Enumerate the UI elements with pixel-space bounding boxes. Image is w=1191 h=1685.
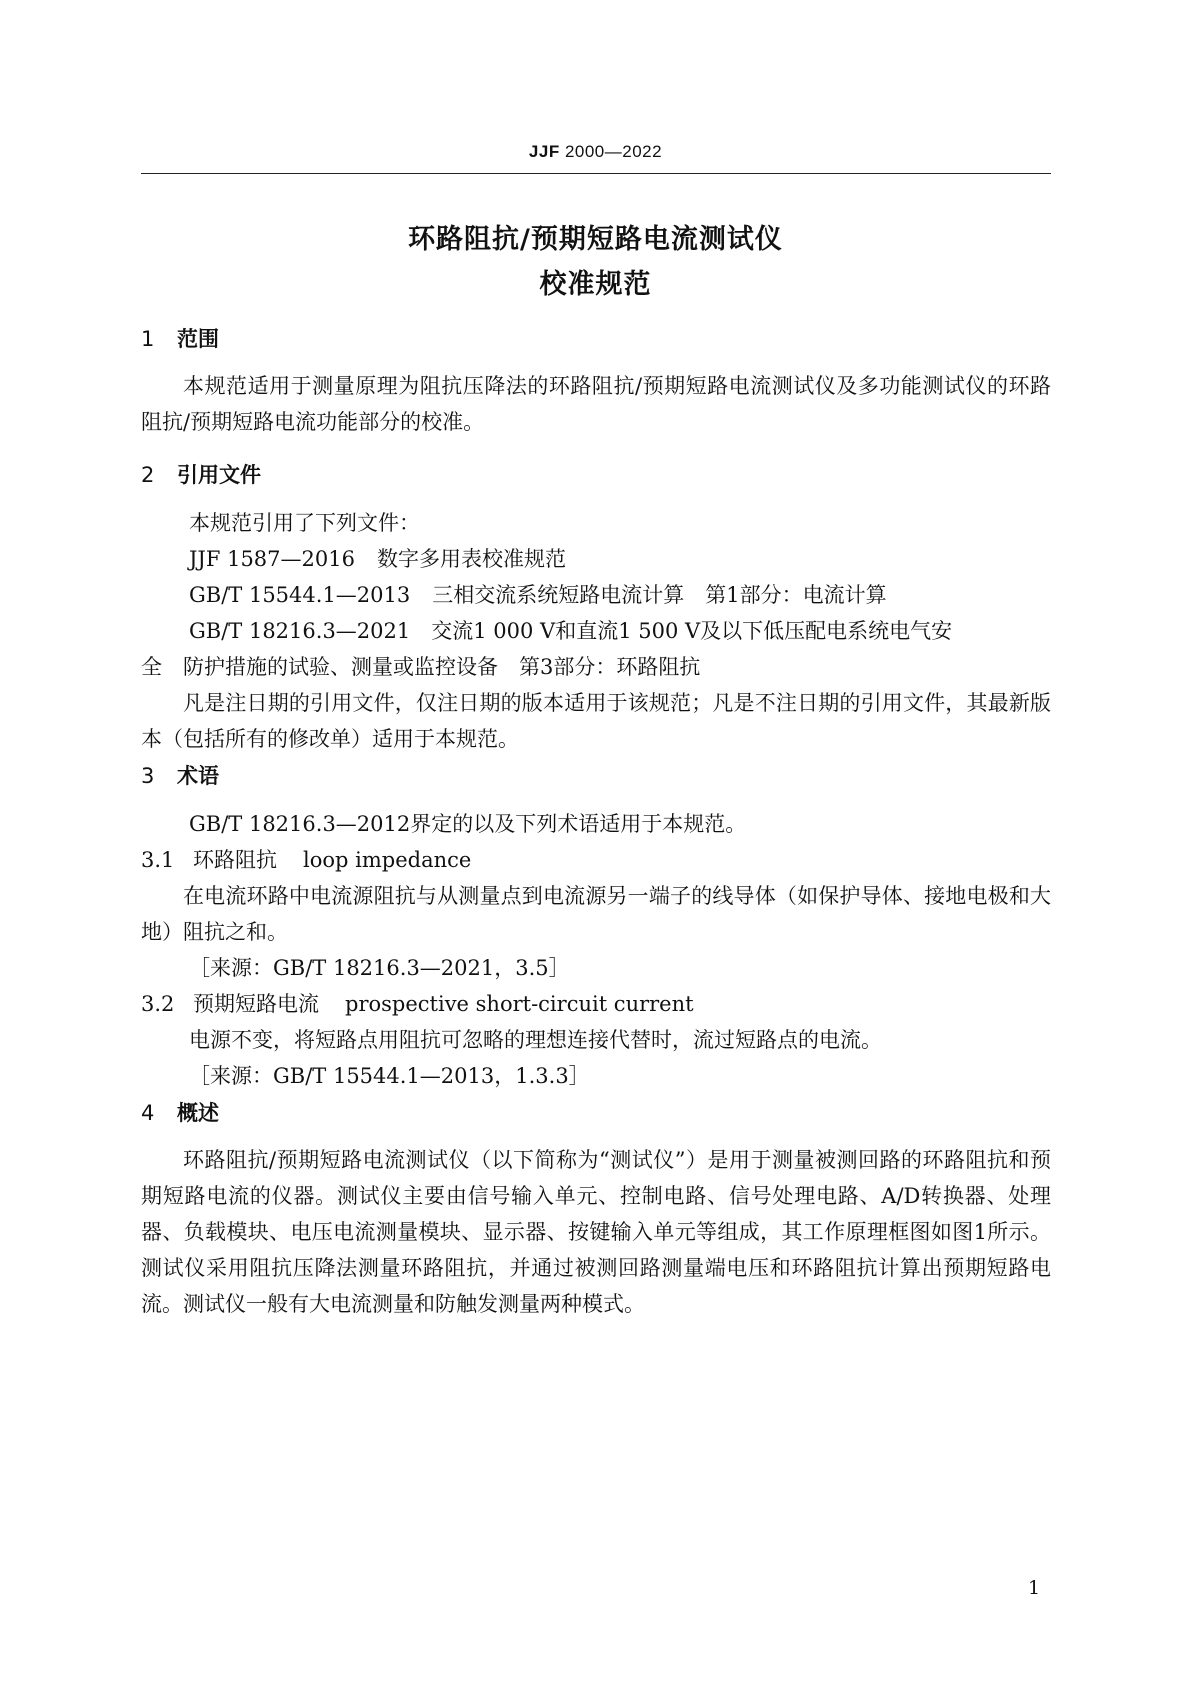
section-title: 术语 [177, 764, 219, 788]
term-english: prospective short-circuit current [345, 992, 694, 1016]
term-3-1-heading [141, 842, 1051, 878]
section-4-heading [141, 1097, 1051, 1127]
reference-name: 三相交流系统短路电流计算 第1部分：电流计算 [432, 583, 887, 607]
section-number: 2 [141, 463, 155, 487]
term-3-2-definition: 电源不变，将短路点用阻抗可忽略的理想连接代替时，流过短路点的电流。 [189, 1028, 882, 1052]
reference-item-line1: GB/T 18216.3—2021 交流1 000 V和直流1 500 V及以下低压配电系统电气安 [189, 619, 953, 643]
section-title: 范围 [177, 327, 219, 351]
references-note: 凡是注日期的引用文件，仅注日期的版本适用于该规范；凡是不注日期的引用文件，其最新版本（包括所有的修改单）适用于本规范。 [141, 691, 1051, 751]
standard-code-prefix: JJF [528, 142, 560, 161]
section-1-heading [141, 323, 1051, 353]
document-title-line2: 校准规范 [539, 269, 652, 300]
section-1-body: 本规范适用于测量原理为阻抗压降法的环路阻抗/预期短路电流测试仪及多功能测试仪的环路阻抗/预期短路电流功能部分的校准。 [141, 374, 1051, 434]
reference-code: GB/T 15544.1—2013 [189, 583, 411, 607]
section-title: 引用文件 [177, 463, 261, 487]
terms-intro: GB/T 18216.3—2012界定的以及下列术语适用于本规范。 [189, 812, 747, 836]
reference-item [141, 541, 1051, 577]
section-2-body [141, 505, 1051, 757]
standard-code-header [0, 142, 1191, 162]
term-english: loop impedance [303, 848, 472, 872]
term-chinese: 环路阻抗 [193, 848, 277, 872]
document-title-line1: 环路阻抗/预期短路电流测试仪 [408, 224, 783, 255]
reference-code: JJF 1587—2016 [189, 547, 355, 571]
term-number: 3.2 [141, 992, 175, 1016]
term-3-1-source: ［来源：GB/T 18216.3—2021，3.5］ [189, 956, 570, 980]
section-number: 4 [141, 1101, 155, 1125]
section-title: 概述 [177, 1101, 219, 1125]
term-3-2-heading [141, 986, 1051, 1022]
section-number: 1 [141, 327, 155, 351]
section-3-heading [141, 760, 1051, 790]
page-number: 1 [1028, 1577, 1041, 1599]
standard-code-number: 2000—2022 [564, 142, 663, 161]
header-rule [141, 173, 1051, 174]
term-chinese: 预期短路电流 [193, 992, 319, 1016]
reference-item-line2: 全 防护措施的试验、测量或监控设备 第3部分：环路阻抗 [141, 655, 701, 679]
section-4-body: 环路阻抗/预期短路电流测试仪（以下简称为“测试仪”）是用于测量被测回路的环路阻抗和预期短路电流的仪器。测试仪主要由信号输入单元、控制电路、信号处理电路、A/D转换器、处理器、负载模块、电压电流测量模块、显示器、按键输入单元等组成，其工作原理框图如图1所示。测试仪采用阻抗压降法测量环路阻抗，并通过被测回路测量端电压和环路阻抗计算出预期短路电流。测试仪一般有大电流测量和防触发测量两种模式。 [141, 1148, 1051, 1316]
section-3-body [141, 806, 1051, 1094]
section-number: 3 [141, 764, 155, 788]
reference-name: 数字多用表校准规范 [376, 547, 566, 571]
references-intro: 本规范引用了下列文件： [189, 511, 420, 535]
term-3-1-definition: 在电流环路中电流源阻抗与从测量点到电流源另一端子的线导体（如保护导体、接地电极和大地）阻抗之和。 [141, 884, 1051, 944]
reference-item [141, 577, 1051, 613]
section-2-heading [141, 459, 1051, 489]
term-3-2-source: ［来源：GB/T 15544.1—2013，1.3.3］ [189, 1064, 590, 1088]
term-number: 3.1 [141, 848, 175, 872]
